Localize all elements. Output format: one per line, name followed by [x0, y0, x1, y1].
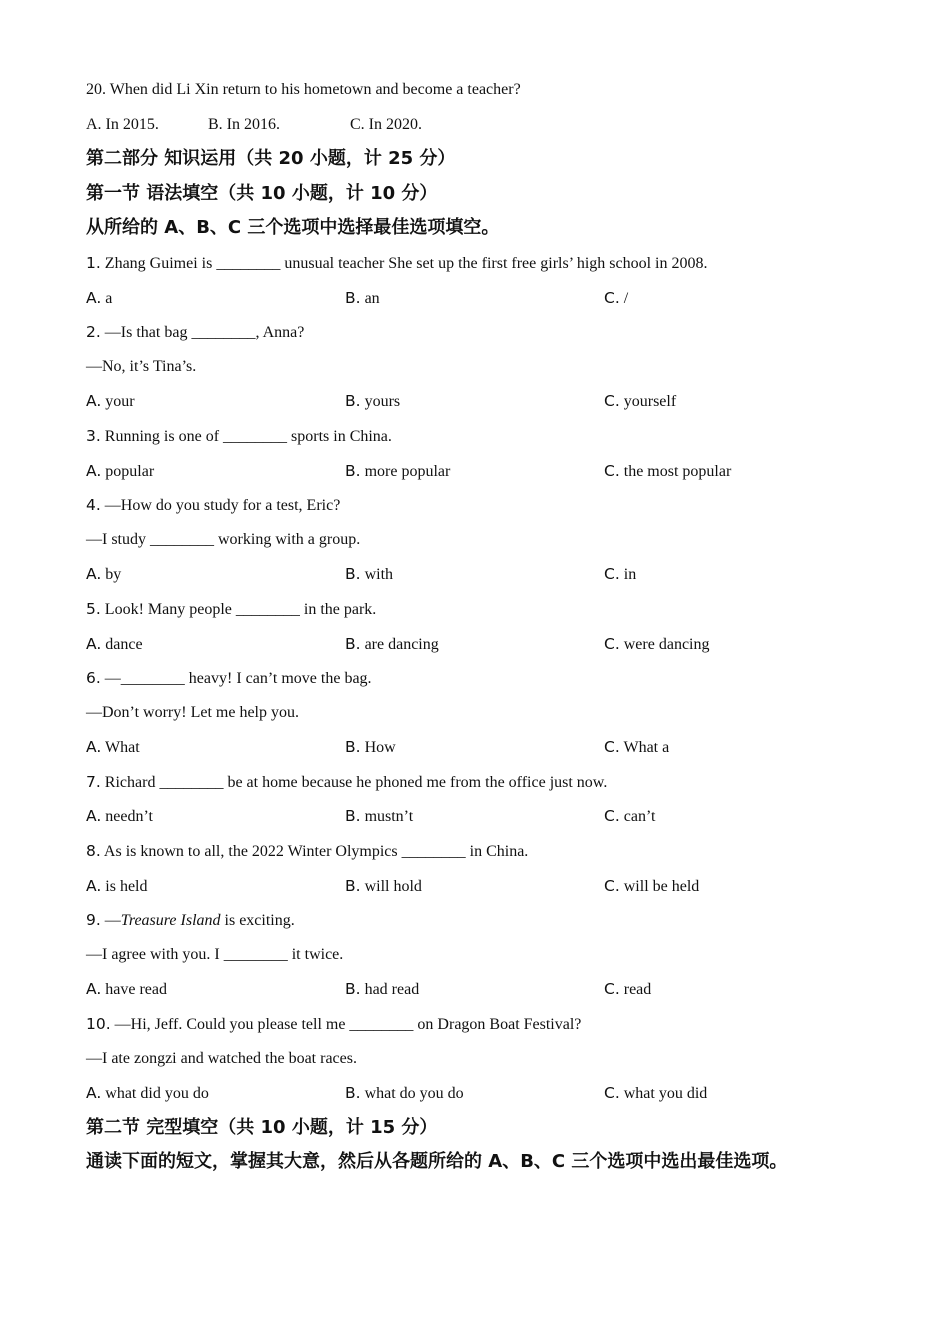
option-c: C. in [604, 565, 637, 584]
option-c: C. will be held [604, 876, 700, 895]
part2-heading: 第二部分 知识运用（共 20 小题，计 25 分） [86, 148, 456, 170]
question-3 [86, 419, 886, 454]
question-number: 7. [86, 772, 101, 791]
question-7-options [86, 799, 886, 834]
question-6 [86, 661, 886, 696]
document-page [86, 73, 886, 1180]
option-c: C. were dancing [604, 634, 710, 653]
section1-instruction: 从所给的 A、B、C 三个选项中选择最佳选项填空。 [86, 217, 500, 239]
section2-instruction: 通读下面的短文，掌握其大意，然后从各题所给的 A、B、C 三个选项中选出最佳选项。 [86, 1151, 788, 1173]
option-a: A. is held [86, 876, 148, 895]
question-number: 8. [86, 842, 101, 861]
option-b: B. will hold [345, 876, 422, 895]
option-b: B. more popular [345, 461, 451, 480]
option-b: B. are dancing [345, 634, 439, 653]
option-a: A. your [86, 392, 135, 411]
question-6-response: —Don’t worry! Let me help you. [86, 703, 299, 721]
option-a: A. what did you do [86, 1084, 209, 1103]
question-8 [86, 834, 886, 869]
question-number: 5. [86, 599, 101, 618]
question-3-options [86, 454, 886, 489]
question-4-response: —I study ________ working with a group. [86, 530, 361, 548]
option-c: C. can’t [604, 807, 656, 826]
option-c: C. what you did [604, 1084, 708, 1103]
question-text: —Is that bag ________, Anna? [104, 324, 305, 342]
question-text: Zhang Guimei is ________ unusual teacher She set up the first free girls’ high school in 2008. [104, 254, 708, 272]
option-b: B. mustn’t [345, 807, 414, 826]
question-8-options [86, 869, 886, 904]
option-c: C. read [604, 980, 652, 999]
option-a: A. a [86, 288, 113, 307]
option-c: C. What a [604, 738, 670, 757]
question-5 [86, 592, 886, 627]
question-1 [86, 246, 886, 281]
option-b: B. what do you do [345, 1084, 464, 1103]
question-4-options [86, 557, 886, 592]
question-text: —________ heavy! I can’t move the bag. [104, 670, 372, 688]
option-a: A. by [86, 565, 122, 584]
section1-heading: 第一节 语法填空（共 10 小题，计 10 分） [86, 182, 438, 204]
option-b: B. an [345, 288, 380, 307]
book-title: Treasure Island [120, 912, 221, 930]
question-text: Running is one of ________ sports in China. [104, 427, 392, 445]
option-c: C. yourself [604, 392, 677, 411]
section2-heading: 第二节 完型填空（共 10 小题，计 15 分） [86, 1116, 438, 1138]
option-b: B. with [345, 565, 394, 584]
option-b: B. had read [345, 980, 420, 999]
question-2-options [86, 384, 886, 419]
question-text: As is known to all, the 2022 Winter Olympics ________ in China. [103, 843, 529, 861]
q20-option-c: C. In 2020. [350, 115, 422, 133]
question-10-options [86, 1076, 886, 1111]
question-text: Richard ________ be at home because he phoned me from the office just now. [104, 773, 608, 791]
option-a: A. popular [86, 461, 155, 480]
q20-option-b: B. In 2016. [208, 115, 280, 133]
question-text: Look! Many people ________ in the park. [104, 600, 377, 618]
question-10-response: —I ate zongzi and watched the boat races. [86, 1049, 357, 1067]
question-number: 1. [86, 253, 101, 272]
q20-options [86, 108, 886, 143]
option-a: A. dance [86, 634, 143, 653]
question-6-options [86, 730, 886, 765]
question-9: 9. —Treasure Island is exciting. [86, 911, 295, 930]
option-b: B. How [345, 738, 396, 757]
question-1-options [86, 281, 886, 316]
q20-question: 20. When did Li Xin return to his hometown and become a teacher? [86, 81, 521, 98]
question-5-options [86, 627, 886, 662]
question-number: 4. [86, 496, 101, 515]
question-7 [86, 765, 886, 800]
question-number: 9. [86, 911, 101, 930]
question-2 [86, 315, 886, 350]
option-a: A. have read [86, 980, 167, 999]
option-a: A. What [86, 738, 140, 757]
question-10 [86, 1007, 886, 1042]
q20-option-a: A. In 2015. [86, 115, 159, 133]
question-number: 10. [86, 1015, 111, 1034]
question-number: 2. [86, 323, 101, 342]
question-text: —Hi, Jeff. Could you please tell me ________ on Dragon Boat Festival? [114, 1016, 582, 1034]
question-2-response: —No, it’s Tina’s. [86, 357, 197, 375]
option-b: B. yours [345, 392, 401, 411]
question-number: 3. [86, 426, 101, 445]
question-4 [86, 488, 886, 523]
option-c: C. / [604, 288, 629, 307]
option-c: C. the most popular [604, 461, 732, 480]
question-9-response: —I agree with you. I ________ it twice. [86, 945, 344, 963]
question-number: 6. [86, 669, 101, 688]
option-a: A. needn’t [86, 807, 153, 826]
question-9-options [86, 972, 886, 1007]
question-text: —How do you study for a test, Eric? [104, 497, 341, 515]
